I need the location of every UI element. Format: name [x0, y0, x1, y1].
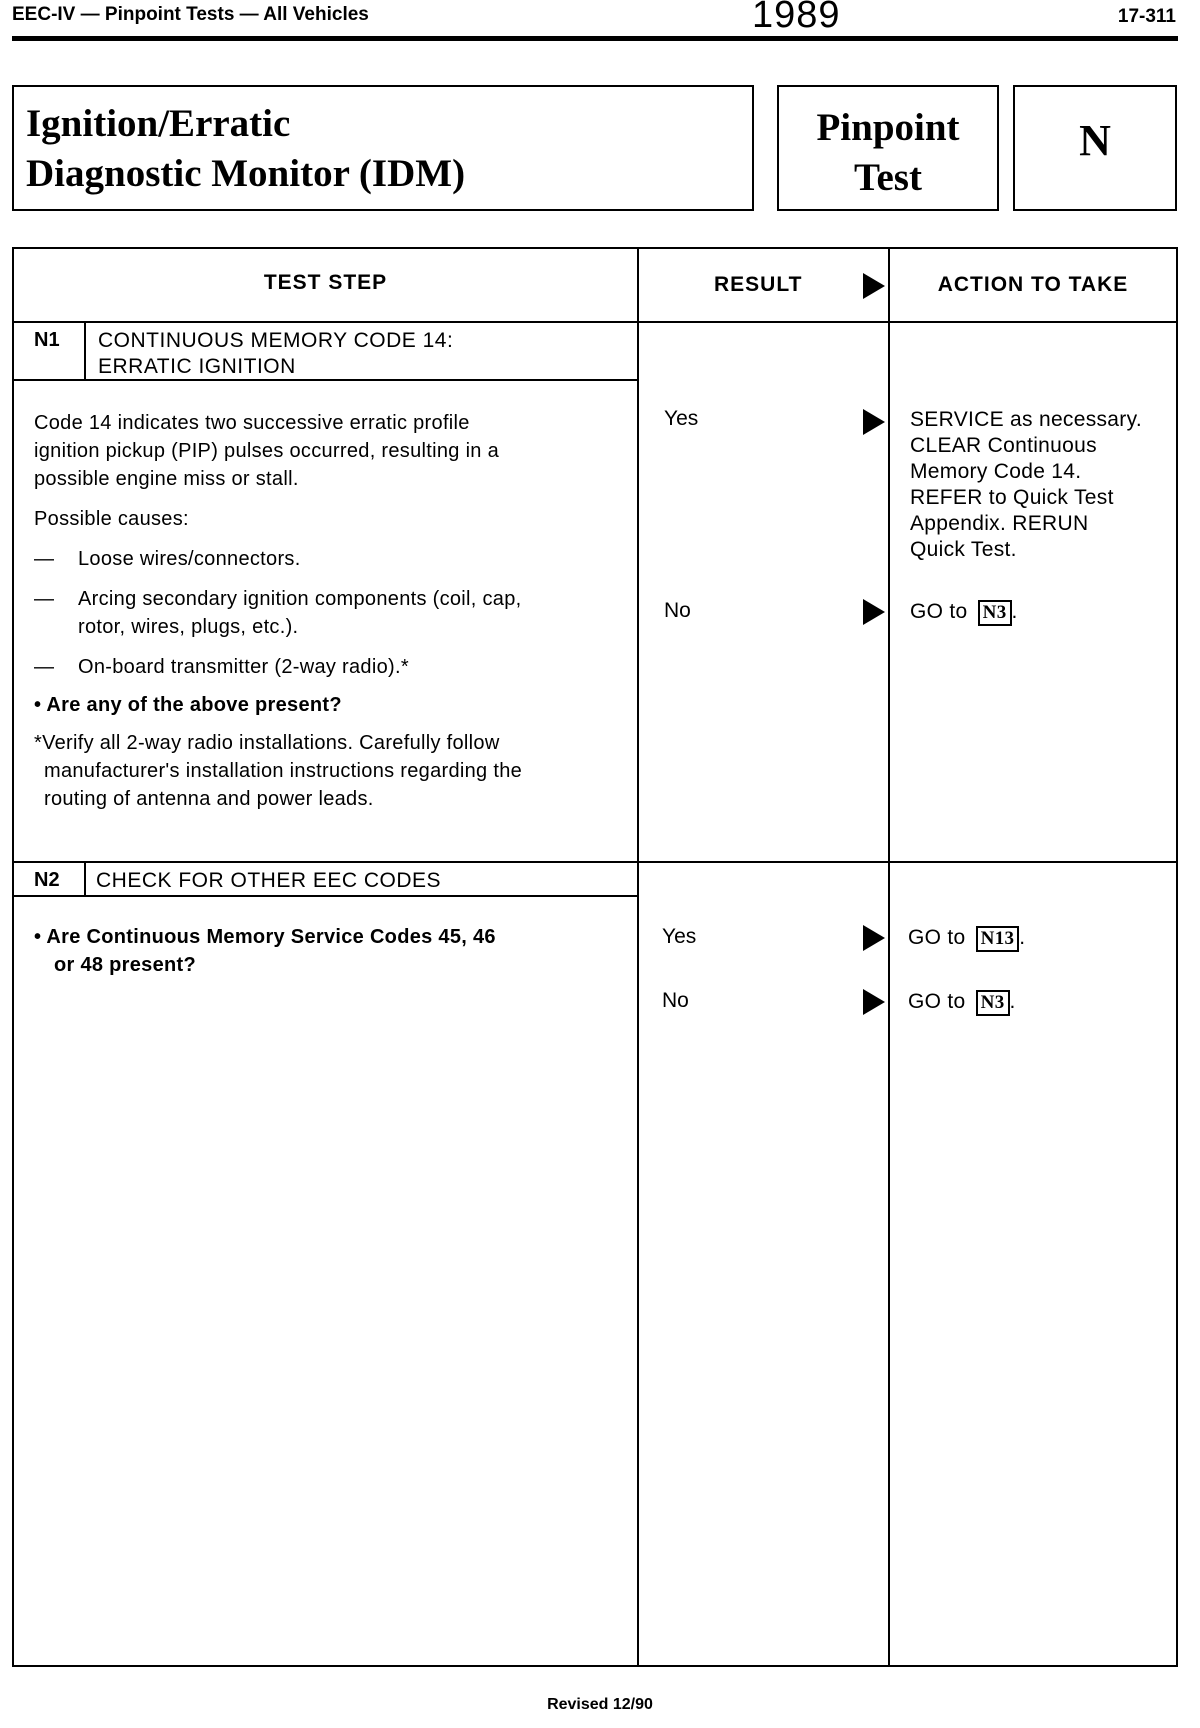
step-reference-n13[interactable]: N13: [976, 926, 1020, 952]
test-title: [26, 99, 465, 199]
n1-cause-3: On-board transmitter (2-way radio).*: [78, 656, 409, 678]
n2-result-yes: Yes: [662, 925, 697, 948]
column-header-action: ACTION TO TAKE: [937, 273, 1129, 296]
n1-body-line-3: possible engine miss or stall.: [34, 468, 299, 490]
n1-cause-2-line-1: Arcing secondary ignition components (coil, cap,: [78, 588, 522, 610]
n1-cause-item: [34, 545, 624, 573]
goto-label: GO to: [910, 600, 968, 623]
n1-result-yes: Yes: [664, 407, 699, 430]
column-divider-result: [637, 249, 639, 1665]
n1-cause-2-line-2: rotor, wires, plugs, etc.).: [78, 616, 299, 638]
step-id-divider-n2: [84, 861, 86, 895]
n2-question-line-1: • Are Continuous Memory Service Codes 45, 46: [34, 926, 496, 948]
n1-action-yes-line-3: Memory Code 14.: [910, 460, 1082, 483]
step-reference-n3[interactable]: N3: [976, 990, 1010, 1016]
n2-action-no: [908, 989, 1016, 1016]
revision-footer: Revised 12/90: [547, 1696, 653, 1713]
n2-action-yes: [908, 925, 1025, 952]
step-divider-n2: [14, 861, 1176, 863]
step-id-n2: N2: [34, 869, 60, 891]
n1-cause-2: [78, 585, 522, 641]
dash-bullet: —: [34, 548, 55, 570]
test-letter-box: [1013, 85, 1177, 211]
n2-result-no: No: [662, 989, 689, 1012]
n1-question: • Are any of the above present?: [34, 694, 342, 716]
pinpoint-test-label: [779, 103, 997, 203]
column-divider-action: [888, 249, 890, 1665]
running-header: [12, 0, 1176, 38]
test-title-line-2: Diagnostic Monitor (IDM): [26, 152, 466, 195]
step-id-divider-n1: [84, 321, 86, 379]
n1-note-line-2: manufacturer's installation instructions regarding the: [44, 760, 523, 782]
arrow-right-icon: [863, 989, 885, 1015]
goto-period: .: [1009, 990, 1016, 1013]
step-id-n1: N1: [34, 329, 60, 351]
column-header-test-step: TEST STEP: [263, 271, 388, 294]
column-header-result: RESULT: [714, 273, 803, 296]
pinpoint-label-line-2: Test: [854, 156, 922, 199]
n1-action-no: [910, 599, 1018, 626]
test-title-line-1: Ignition/Erratic: [26, 102, 291, 145]
n1-action-yes-line-2: CLEAR Continuous: [910, 434, 1097, 457]
arrow-right-icon: [863, 273, 885, 299]
header-year: 1989: [752, 0, 841, 36]
n1-action-yes-line-5: Appendix. RERUN: [910, 512, 1089, 535]
n1-result-no: No: [664, 599, 691, 622]
step-title-n1: [98, 328, 453, 380]
arrow-right-icon: [863, 599, 885, 625]
n1-cause-1: Loose wires/connectors.: [78, 548, 301, 570]
step-title-divider-n2: [14, 895, 637, 897]
n1-note-line-1: *Verify all 2-way radio installations. Carefully follow: [34, 732, 500, 754]
n1-action-yes: [910, 407, 1172, 563]
goto-period: .: [1019, 926, 1026, 949]
n1-causes-label: Possible causes:: [34, 508, 189, 530]
n1-note-line-3: routing of antenna and power leads.: [44, 788, 374, 810]
n1-body-line-2: ignition pickup (PIP) pulses occurred, resulting in a: [34, 440, 500, 462]
header-rule: [12, 36, 1178, 41]
arrow-right-icon: [863, 925, 885, 951]
step-title-n2: CHECK FOR OTHER EEC CODES: [96, 869, 442, 892]
goto-label: GO to: [908, 990, 966, 1013]
step-reference-n3[interactable]: N3: [978, 600, 1012, 626]
n1-cause-item: [34, 653, 624, 681]
goto-period: .: [1011, 600, 1018, 623]
step-body-n2: [34, 923, 624, 979]
step-title-n1-line-2: ERRATIC IGNITION: [98, 355, 296, 378]
step-title-n1-line-1: CONTINUOUS MEMORY CODE 14:: [98, 329, 454, 352]
n2-question-line-2: or 48 present?: [54, 954, 197, 976]
step-body-n1: [34, 409, 624, 813]
pinpoint-label-line-1: Pinpoint: [816, 106, 960, 149]
pinpoint-test-box: [777, 85, 999, 211]
n1-action-yes-line-4: REFER to Quick Test: [910, 486, 1114, 509]
header-page-number: 17-311: [1117, 6, 1176, 27]
header-section-title: EEC-IV — Pinpoint Tests — All Vehicles: [12, 4, 369, 25]
goto-label: GO to: [908, 926, 966, 949]
arrow-right-icon: [863, 409, 885, 435]
n1-action-yes-line-6: Quick Test.: [910, 538, 1017, 561]
header-row-divider: [14, 321, 1176, 323]
n1-cause-item: [34, 585, 624, 641]
pinpoint-table: [12, 247, 1178, 1667]
n1-note: [34, 729, 624, 813]
test-letter: N: [1079, 116, 1111, 165]
dash-bullet: —: [34, 588, 55, 610]
dash-bullet: —: [34, 656, 55, 678]
n1-body-line-1: Code 14 indicates two successive erratic profile: [34, 412, 470, 434]
step-title-divider-n1: [14, 379, 637, 381]
n1-action-yes-line-1: SERVICE as necessary.: [910, 408, 1142, 431]
test-title-box: [12, 85, 754, 211]
